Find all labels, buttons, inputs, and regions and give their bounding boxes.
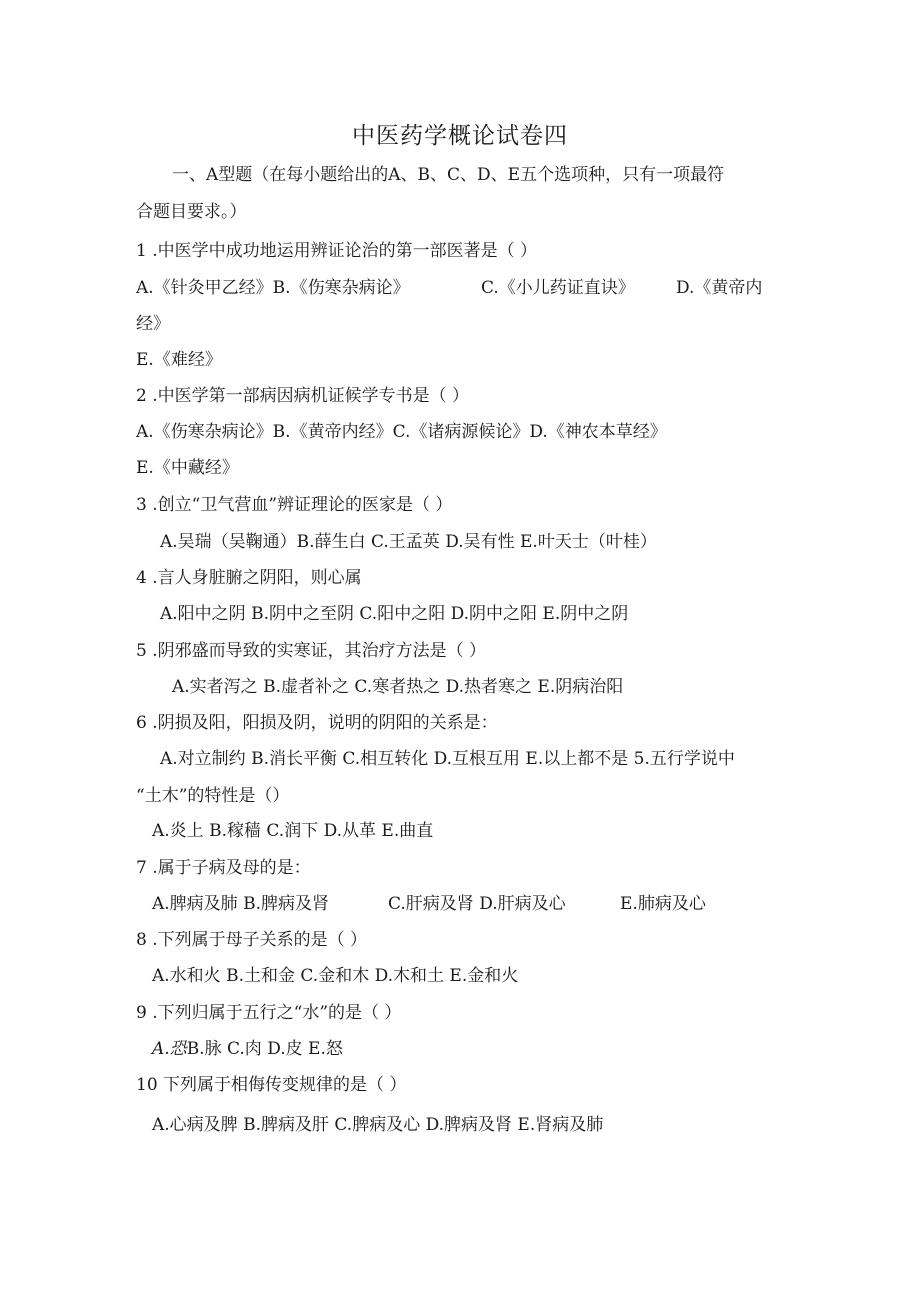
section-heading: 一、A型题（在每小题给出的A、B、C、D、E五个选项种，只有一项最符 — [172, 165, 725, 185]
question-4-options: A.阳中之阴 B.阴中之至阴 C.阳中之阳 D.阴中之阳 E.阴中之阴 — [160, 604, 629, 624]
question-6-options-continued: “土木”的特性是（） — [136, 786, 290, 806]
question-10-options: A.心病及脾 B.脾病及肝 C.脾病及心 D.脾病及肾 E.肾病及肺 — [152, 1115, 604, 1135]
question-2-stem: 2 .中医学第一部病因病机证候学专书是（ ） — [136, 386, 470, 406]
question-8-stem: 8 .下列属于母子关系的是（ ） — [136, 930, 368, 950]
question-9-options-rest: B.脉 C.肉 D.皮 E.怒 — [186, 1039, 343, 1059]
question-1-option-c: C.《小儿药证直诀》 — [481, 278, 635, 298]
question-9-stem: 9 .下列归属于五行之“水”的是（ ） — [136, 1003, 402, 1023]
question-1-options — [136, 277, 796, 299]
section-heading-continued: 合题目要求。） — [136, 202, 247, 222]
question-3-stem: 3 .创立“卫气营血”辨证理论的医家是（ ） — [136, 495, 453, 515]
question-7-option-e: E.肺病及心 — [620, 894, 706, 914]
question-3-options: A.吴瑞（吴鞠通）B.薛生白 C.王孟英 D.吴有性 E.叶天士（叶桂） — [160, 532, 657, 552]
question-1-stem: 1 .中医学中成功地运用辨证论治的第一部医著是（ ） — [136, 241, 538, 261]
question-1-option-d: D.《黄帝内 — [676, 278, 763, 298]
question-1-option-d-continued: 经》 — [136, 314, 170, 334]
question-5-options: A.实者泻之 B.虚者补之 C.寒者热之 D.热者寒之 E.阴病治阳 — [172, 677, 624, 697]
question-2-options: A.《伤寒杂病论》B.《黄帝内经》C.《诸病源候论》D.《神农本草经》 — [136, 422, 667, 442]
question-8-options: A.水和火 B.土和金 C.金和木 D.木和土 E.金和火 — [152, 966, 519, 986]
question-5-stem: 5 .阴邪盛而导致的实寒证，其治疗方法是（ ） — [136, 641, 487, 661]
question-9-option-a: A.恐 — [152, 1039, 187, 1059]
page-title: 中医药学概论试卷四 — [352, 123, 568, 149]
question-10-stem: 10 下列属于相侮传变规律的是（ ） — [136, 1075, 407, 1095]
question-6-stem: 6 .阴损及阳，阳损及阴，说明的阴阳的关系是： — [136, 713, 498, 733]
question-6-options: A.对立制约 B.消长平衡 C.相互转化 D.互根互用 E.以上都不是 5.五行学说中 — [160, 749, 735, 769]
question-7-stem: 7 .属于子病及母的是： — [136, 858, 311, 878]
question-7-option-ab: A.脾病及肺 B.脾病及肾 — [152, 894, 329, 914]
question-1-option-ab: A.《针灸甲乙经》B.《伤寒杂病论》 — [136, 278, 410, 298]
question-6-subquestion-options: A.炎上 B.稼穑 C.润下 D.从革 E.曲直 — [152, 821, 434, 841]
question-1-option-e: E.《难经》 — [136, 350, 222, 370]
question-4-stem: 4 .言人身脏腑之阴阳，则心属 — [136, 568, 362, 588]
question-9-options — [152, 1038, 343, 1060]
question-2-option-e: E.《中藏经》 — [136, 458, 239, 478]
question-7-option-cd: C.肝病及肾 D.肝病及心 — [388, 894, 566, 914]
question-7-options — [152, 893, 752, 915]
